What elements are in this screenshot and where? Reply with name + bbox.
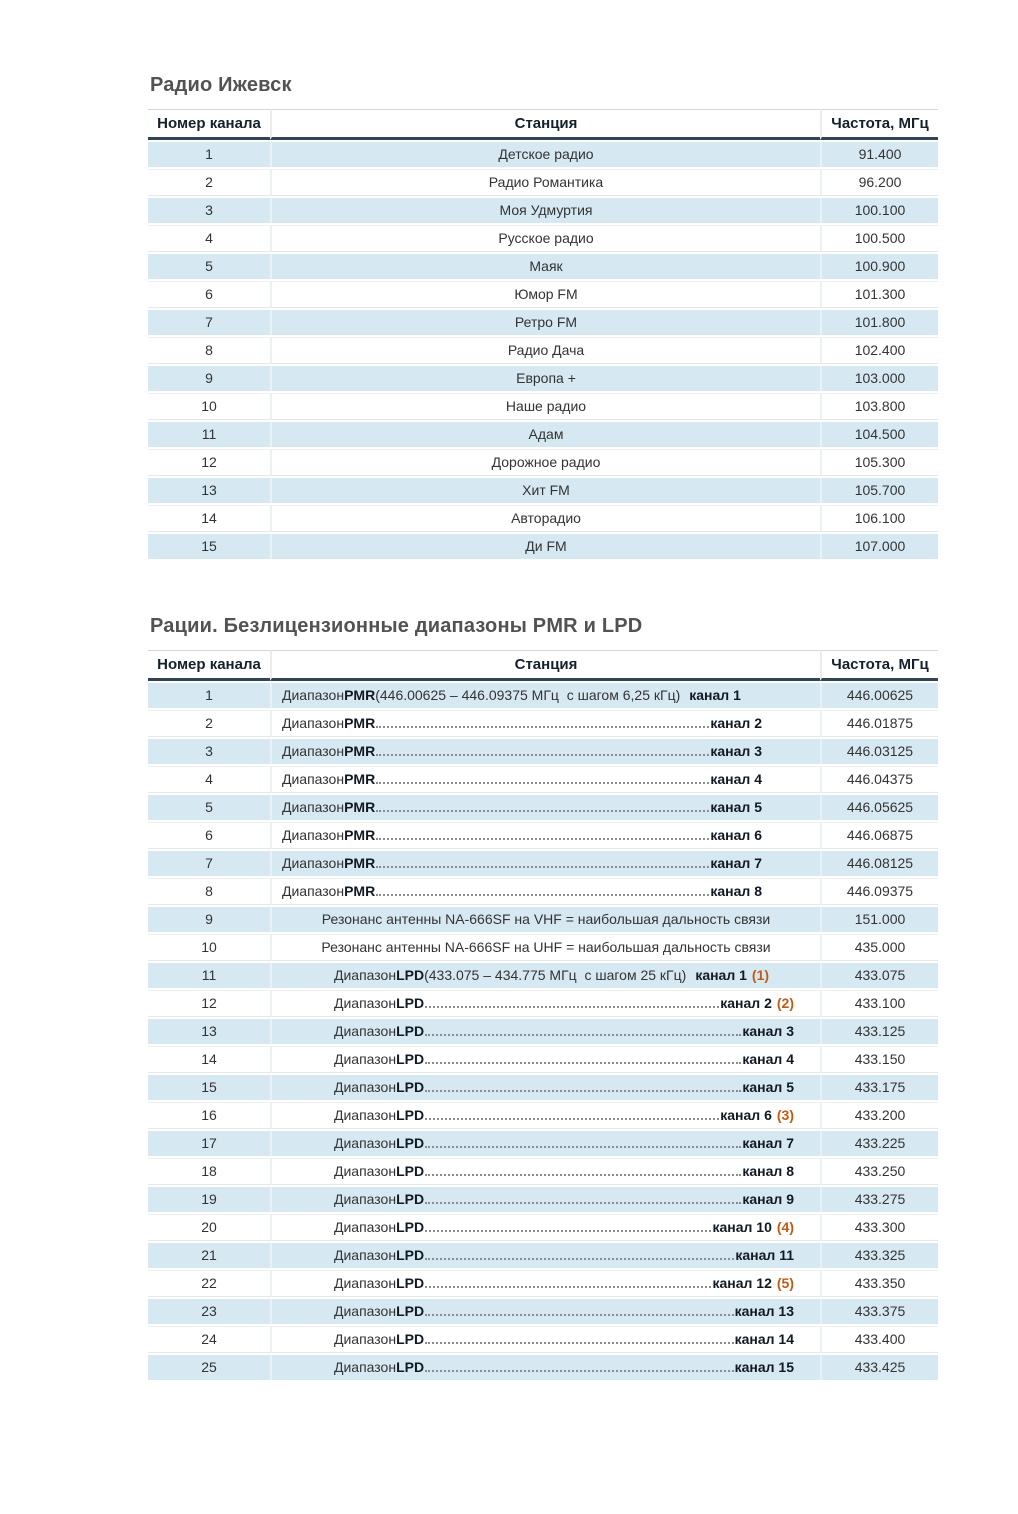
column-header-frequency: Частота, МГц: [820, 109, 938, 140]
band-name-label: LPD: [396, 1191, 425, 1207]
channel-number-cell: 19: [148, 1187, 270, 1212]
dot-leader: [376, 810, 709, 812]
dot-leader: [425, 1146, 741, 1148]
frequency-cell: 151.000: [820, 907, 938, 932]
frequency-cell: 433.325: [820, 1243, 938, 1268]
column-header-station: Станция: [270, 109, 820, 140]
dot-leader: [425, 1286, 711, 1288]
channel-number-cell: 25: [148, 1355, 270, 1380]
station-cell: [270, 1299, 820, 1324]
station-cell: [270, 710, 820, 737]
table-row: [148, 990, 938, 1017]
band-channel-line: [274, 1219, 818, 1236]
channel-number-cell: 13: [148, 478, 270, 503]
channel-number-cell: 23: [148, 1299, 270, 1324]
column-header-channel-number: Номер канала: [148, 650, 270, 681]
station-cell: Юмор FM: [270, 281, 820, 308]
band-channel-line: [274, 1051, 818, 1068]
table-row: [148, 1102, 938, 1129]
band-name-label: LPD: [396, 1107, 425, 1123]
station-cell: [270, 739, 820, 764]
channel-number-cell: 11: [148, 963, 270, 988]
channel-number-cell: 14: [148, 1046, 270, 1073]
column-header-station: Станция: [270, 650, 820, 681]
station-cell: Авторадио: [270, 505, 820, 532]
band-channel-line: [274, 967, 818, 984]
channel-number-cell: 6: [148, 822, 270, 849]
band-name-label: PMR: [344, 687, 376, 703]
band-prefix-label: Диапазон: [334, 995, 397, 1011]
frequency-cell: 91.400: [820, 142, 938, 167]
station-cell: Русское радио: [270, 225, 820, 252]
station-cell: [270, 990, 820, 1017]
channel-label: канал 7: [710, 855, 762, 871]
frequency-cell: 446.01875: [820, 710, 938, 737]
band-prefix-label: Диапазон: [282, 855, 345, 871]
band-channel-line: [274, 883, 818, 900]
station-cell: [270, 1046, 820, 1073]
channel-number-cell: 2: [148, 169, 270, 196]
frequency-cell: 433.275: [820, 1187, 938, 1212]
table-row: [148, 1019, 938, 1044]
table-row: [148, 1214, 938, 1241]
station-cell: [270, 1075, 820, 1100]
station-cell: Ретро FM: [270, 310, 820, 335]
band-channel-line: [274, 1275, 818, 1292]
table-row: [148, 534, 938, 559]
table-row: [148, 795, 938, 820]
channel-number-cell: 15: [148, 534, 270, 559]
frequency-cell: 105.300: [820, 449, 938, 476]
table-row: [148, 1046, 938, 1073]
station-cell: [270, 1326, 820, 1353]
table-row: [148, 449, 938, 476]
channel-number-cell: 20: [148, 1214, 270, 1241]
dot-leader: [425, 1314, 734, 1316]
station-cell: [270, 878, 820, 905]
channel-number-cell: 12: [148, 449, 270, 476]
table-row: [148, 1270, 938, 1297]
station-cell: Резонанс антенны NA-666SF на UHF = наибольшая дальность связи: [270, 934, 820, 961]
radio-izhevsk-section: [148, 74, 938, 561]
frequency-cell: 101.800: [820, 310, 938, 335]
station-cell: [270, 1158, 820, 1185]
station-cell: Дорожное радио: [270, 449, 820, 476]
table-row: [148, 739, 938, 764]
channel-number-cell: 3: [148, 739, 270, 764]
band-range-detail: (446.00625 – 446.09375 МГц с шагом 6,25 кГц): [375, 687, 681, 703]
channel-number-cell: 1: [148, 142, 270, 167]
channel-label: канал 3: [710, 743, 762, 759]
table-row: [148, 478, 938, 503]
frequency-cell: 433.175: [820, 1075, 938, 1100]
column-header-channel-number: Номер канала: [148, 109, 270, 140]
band-channel-line: [274, 687, 818, 704]
dot-leader: [425, 1062, 741, 1064]
band-prefix-label: Диапазон: [282, 883, 345, 899]
station-cell: Моя Удмуртия: [270, 198, 820, 223]
band-range-detail: (433.075 – 434.775 МГц с шагом 25 кГц): [424, 967, 687, 983]
station-cell: [270, 1270, 820, 1297]
band-name-label: LPD: [396, 1051, 425, 1067]
dot-leader: [425, 1230, 711, 1232]
channel-note: (4): [776, 1219, 794, 1235]
channel-label: канал 4: [710, 771, 762, 787]
station-cell: Европа +: [270, 366, 820, 391]
band-name-label: PMR: [344, 799, 376, 815]
band-name-label: PMR: [344, 855, 376, 871]
channel-label: канал 15: [734, 1359, 794, 1375]
station-cell: [270, 851, 820, 876]
station-cell: [270, 1243, 820, 1268]
channel-label: канал 11: [735, 1247, 794, 1263]
pmr-lpd-channels-table: [148, 648, 938, 1382]
dot-leader: [376, 866, 709, 868]
channel-label: канал 14: [734, 1331, 794, 1347]
table-row: [148, 822, 938, 849]
band-prefix-label: Диапазон: [282, 687, 345, 703]
frequency-cell: 446.03125: [820, 739, 938, 764]
channel-label: канал 1: [689, 687, 741, 703]
band-name-label: LPD: [396, 1303, 425, 1319]
section-title-pmr-lpd: Рации. Безлицензионные диапазоны PMR и LPD: [150, 615, 643, 637]
band-name-label: PMR: [344, 743, 376, 759]
channel-label: канал 6: [720, 1107, 772, 1123]
channel-label: канал 2: [710, 715, 762, 731]
station-cell: [270, 795, 820, 820]
band-name-label: LPD: [396, 1331, 425, 1347]
frequency-cell: 446.09375: [820, 878, 938, 905]
band-name-label: LPD: [396, 967, 425, 983]
table-row: [148, 963, 938, 988]
channel-number-cell: 3: [148, 198, 270, 223]
table-row: [148, 505, 938, 532]
frequency-cell: 433.225: [820, 1131, 938, 1156]
pmr-lpd-section: [148, 615, 938, 1382]
band-channel-line: [274, 1247, 818, 1264]
station-cell: [270, 1131, 820, 1156]
station-cell: Детское радио: [270, 142, 820, 167]
radio-stations-table-body: [148, 142, 938, 559]
band-name-label: LPD: [396, 1247, 425, 1263]
channel-number-cell: 21: [148, 1243, 270, 1268]
table-row: [148, 1187, 938, 1212]
channel-label: канал 10: [712, 1219, 772, 1235]
band-channel-line: [274, 1191, 818, 1208]
station-cell: [270, 683, 820, 708]
band-channel-line: [274, 1079, 818, 1096]
frequency-cell: 433.150: [820, 1046, 938, 1073]
channel-note: (2): [776, 995, 794, 1011]
station-cell: Резонанс антенны NA-666SF на VHF = наибольшая дальность связи: [270, 907, 820, 932]
table-row: [148, 1326, 938, 1353]
band-prefix-label: Диапазон: [334, 1163, 397, 1179]
frequency-cell: 435.000: [820, 934, 938, 961]
table-row: [148, 422, 938, 447]
channel-number-cell: 10: [148, 393, 270, 420]
band-channel-line: [274, 855, 818, 872]
channel-label: канал 13: [734, 1303, 794, 1319]
table-row: [148, 1243, 938, 1268]
header-row: [148, 650, 938, 681]
band-channel-line: [274, 1359, 818, 1376]
channel-note: (5): [776, 1275, 794, 1291]
dot-leader: [376, 782, 709, 784]
channel-number-cell: 6: [148, 281, 270, 308]
frequency-cell: 107.000: [820, 534, 938, 559]
band-prefix-label: Диапазон: [334, 1107, 397, 1123]
channel-label: канал 12: [712, 1275, 772, 1291]
channel-number-cell: 10: [148, 934, 270, 961]
frequency-cell: 433.300: [820, 1214, 938, 1241]
channel-number-cell: 4: [148, 766, 270, 793]
channel-label: канал 5: [710, 799, 762, 815]
section-title-radio-izhevsk: Радио Ижевск: [150, 74, 292, 96]
station-cell: [270, 1214, 820, 1241]
band-prefix-label: Диапазон: [334, 1275, 397, 1291]
table-row: [148, 142, 938, 167]
table-row: [148, 878, 938, 905]
channel-number-cell: 15: [148, 1075, 270, 1100]
band-channel-line: [274, 995, 818, 1012]
frequency-cell: 102.400: [820, 337, 938, 364]
frequency-cell: 103.000: [820, 366, 938, 391]
dot-leader: [425, 1174, 741, 1176]
channel-number-cell: 12: [148, 990, 270, 1017]
dot-leader: [425, 1342, 734, 1344]
channel-label: канал 8: [742, 1163, 794, 1179]
frequency-cell: 103.800: [820, 393, 938, 420]
band-channel-line: [274, 1023, 818, 1040]
band-name-label: LPD: [396, 1079, 425, 1095]
frequency-cell: 106.100: [820, 505, 938, 532]
frequency-cell: 104.500: [820, 422, 938, 447]
band-name-label: LPD: [396, 1359, 425, 1375]
channel-number-cell: 4: [148, 225, 270, 252]
table-row: [148, 710, 938, 737]
dot-leader: [376, 894, 709, 896]
band-prefix-label: Диапазон: [334, 1191, 397, 1207]
dot-leader: [376, 726, 709, 728]
channel-number-cell: 18: [148, 1158, 270, 1185]
table-row: [148, 1355, 938, 1380]
channel-label: канал 5: [742, 1079, 794, 1095]
frequency-cell: 433.375: [820, 1299, 938, 1324]
channel-label: канал 9: [742, 1191, 794, 1207]
frequency-cell: 433.350: [820, 1270, 938, 1297]
band-prefix-label: Диапазон: [334, 1303, 397, 1319]
station-cell: [270, 1019, 820, 1044]
station-cell: [270, 1187, 820, 1212]
station-cell: [270, 1355, 820, 1380]
table-row: [148, 198, 938, 223]
channel-number-cell: 22: [148, 1270, 270, 1297]
table-row: [148, 225, 938, 252]
dot-leader: [376, 838, 709, 840]
band-name-label: PMR: [344, 827, 376, 843]
station-cell: Ди FM: [270, 534, 820, 559]
frequency-cell: 433.250: [820, 1158, 938, 1185]
channel-label: канал 4: [742, 1051, 794, 1067]
channel-number-cell: 11: [148, 422, 270, 447]
channel-label: канал 7: [742, 1135, 794, 1151]
frequency-cell: 105.700: [820, 478, 938, 503]
pmr-lpd-channels-table-body: [148, 683, 938, 1380]
dot-leader: [425, 1006, 719, 1008]
band-prefix-label: Диапазон: [334, 1135, 397, 1151]
station-cell: [270, 766, 820, 793]
band-channel-line: [274, 1107, 818, 1124]
frequency-cell: 100.100: [820, 198, 938, 223]
band-prefix-label: Диапазон: [282, 771, 345, 787]
band-name-label: LPD: [396, 1135, 425, 1151]
dot-leader: [376, 754, 709, 756]
band-name-label: LPD: [396, 1275, 425, 1291]
table-row: [148, 851, 938, 876]
band-name-label: LPD: [396, 1163, 425, 1179]
band-channel-line: [274, 1135, 818, 1152]
frequency-cell: 96.200: [820, 169, 938, 196]
station-cell: Наше радио: [270, 393, 820, 420]
station-cell: Адам: [270, 422, 820, 447]
station-cell: Радио Романтика: [270, 169, 820, 196]
frequency-cell: 433.200: [820, 1102, 938, 1129]
table-row: [148, 337, 938, 364]
channel-number-cell: 8: [148, 878, 270, 905]
band-prefix-label: Диапазон: [282, 715, 345, 731]
band-prefix-label: Диапазон: [334, 1219, 397, 1235]
frequency-cell: 100.500: [820, 225, 938, 252]
channel-number-cell: 9: [148, 366, 270, 391]
channel-label: канал 6: [710, 827, 762, 843]
station-cell: Хит FM: [270, 478, 820, 503]
channel-number-cell: 24: [148, 1326, 270, 1353]
band-prefix-label: Диапазон: [282, 799, 345, 815]
dot-leader: [425, 1090, 741, 1092]
band-prefix-label: Диапазон: [334, 1023, 397, 1039]
channel-note: (1): [751, 967, 770, 983]
dot-leader: [425, 1370, 734, 1372]
channel-label: канал 3: [742, 1023, 794, 1039]
band-name-label: LPD: [396, 1219, 425, 1235]
band-prefix-label: Диапазон: [282, 743, 345, 759]
header-row: [148, 109, 938, 140]
dot-leader: [425, 1034, 741, 1036]
band-prefix-label: Диапазон: [334, 1051, 397, 1067]
document-page: [148, 74, 938, 1382]
band-channel-line: [274, 1303, 818, 1320]
band-channel-line: [274, 771, 818, 788]
channel-number-cell: 5: [148, 254, 270, 279]
channel-number-cell: 7: [148, 310, 270, 335]
frequency-cell: 433.100: [820, 990, 938, 1017]
dot-leader: [425, 1258, 734, 1260]
table-row: [148, 1299, 938, 1324]
band-prefix-label: Диапазон: [334, 967, 397, 983]
frequency-cell: 446.08125: [820, 851, 938, 876]
band-prefix-label: Диапазон: [282, 827, 345, 843]
table-row: [148, 169, 938, 196]
channel-number-cell: 14: [148, 505, 270, 532]
table-row: [148, 310, 938, 335]
frequency-cell: 433.125: [820, 1019, 938, 1044]
channel-number-cell: 16: [148, 1102, 270, 1129]
frequency-cell: 433.400: [820, 1326, 938, 1353]
table-row: [148, 1158, 938, 1185]
band-prefix-label: Диапазон: [334, 1359, 397, 1375]
band-name-label: LPD: [396, 995, 425, 1011]
band-channel-line: [274, 1163, 818, 1180]
channel-number-cell: 13: [148, 1019, 270, 1044]
band-channel-line: [274, 743, 818, 760]
channel-note: (3): [776, 1107, 794, 1123]
channel-number-cell: 2: [148, 710, 270, 737]
dot-leader: [425, 1202, 741, 1204]
band-name-label: PMR: [344, 771, 376, 787]
station-cell: [270, 1102, 820, 1129]
dot-leader: [425, 1118, 719, 1120]
station-cell: Радио Дача: [270, 337, 820, 364]
band-channel-line: [274, 799, 818, 816]
channel-label: канал 8: [710, 883, 762, 899]
channel-number-cell: 8: [148, 337, 270, 364]
frequency-cell: 446.05625: [820, 795, 938, 820]
band-name-label: PMR: [344, 715, 376, 731]
table-row: [148, 934, 938, 961]
band-prefix-label: Диапазон: [334, 1247, 397, 1263]
band-prefix-label: Диапазон: [334, 1079, 397, 1095]
frequency-cell: 446.06875: [820, 822, 938, 849]
frequency-cell: 446.04375: [820, 766, 938, 793]
table-row: [148, 393, 938, 420]
frequency-cell: 446.00625: [820, 683, 938, 708]
channel-number-cell: 7: [148, 851, 270, 876]
station-cell: [270, 963, 820, 988]
band-channel-line: [274, 1331, 818, 1348]
channel-number-cell: 1: [148, 683, 270, 708]
channel-number-cell: 5: [148, 795, 270, 820]
channel-number-cell: 17: [148, 1131, 270, 1156]
frequency-cell: 433.425: [820, 1355, 938, 1380]
table-row: [148, 366, 938, 391]
band-prefix-label: Диапазон: [334, 1331, 397, 1347]
band-channel-line: [274, 715, 818, 732]
frequency-cell: 100.900: [820, 254, 938, 279]
table-row: [148, 281, 938, 308]
band-name-label: LPD: [396, 1023, 425, 1039]
station-cell: [270, 822, 820, 849]
radio-stations-table: [148, 107, 938, 561]
channel-label: канал 1: [695, 967, 747, 983]
channel-number-cell: 9: [148, 907, 270, 932]
station-cell: Маяк: [270, 254, 820, 279]
band-channel-line: [274, 827, 818, 844]
table-row: [148, 1075, 938, 1100]
table-row: [148, 907, 938, 932]
table-row: [148, 254, 938, 279]
frequency-cell: 433.075: [820, 963, 938, 988]
frequency-cell: 101.300: [820, 281, 938, 308]
table-row: [148, 766, 938, 793]
table-row: [148, 683, 938, 708]
channel-label: канал 2: [720, 995, 772, 1011]
table-row: [148, 1131, 938, 1156]
column-header-frequency: Частота, МГц: [820, 650, 938, 681]
band-name-label: PMR: [344, 883, 376, 899]
